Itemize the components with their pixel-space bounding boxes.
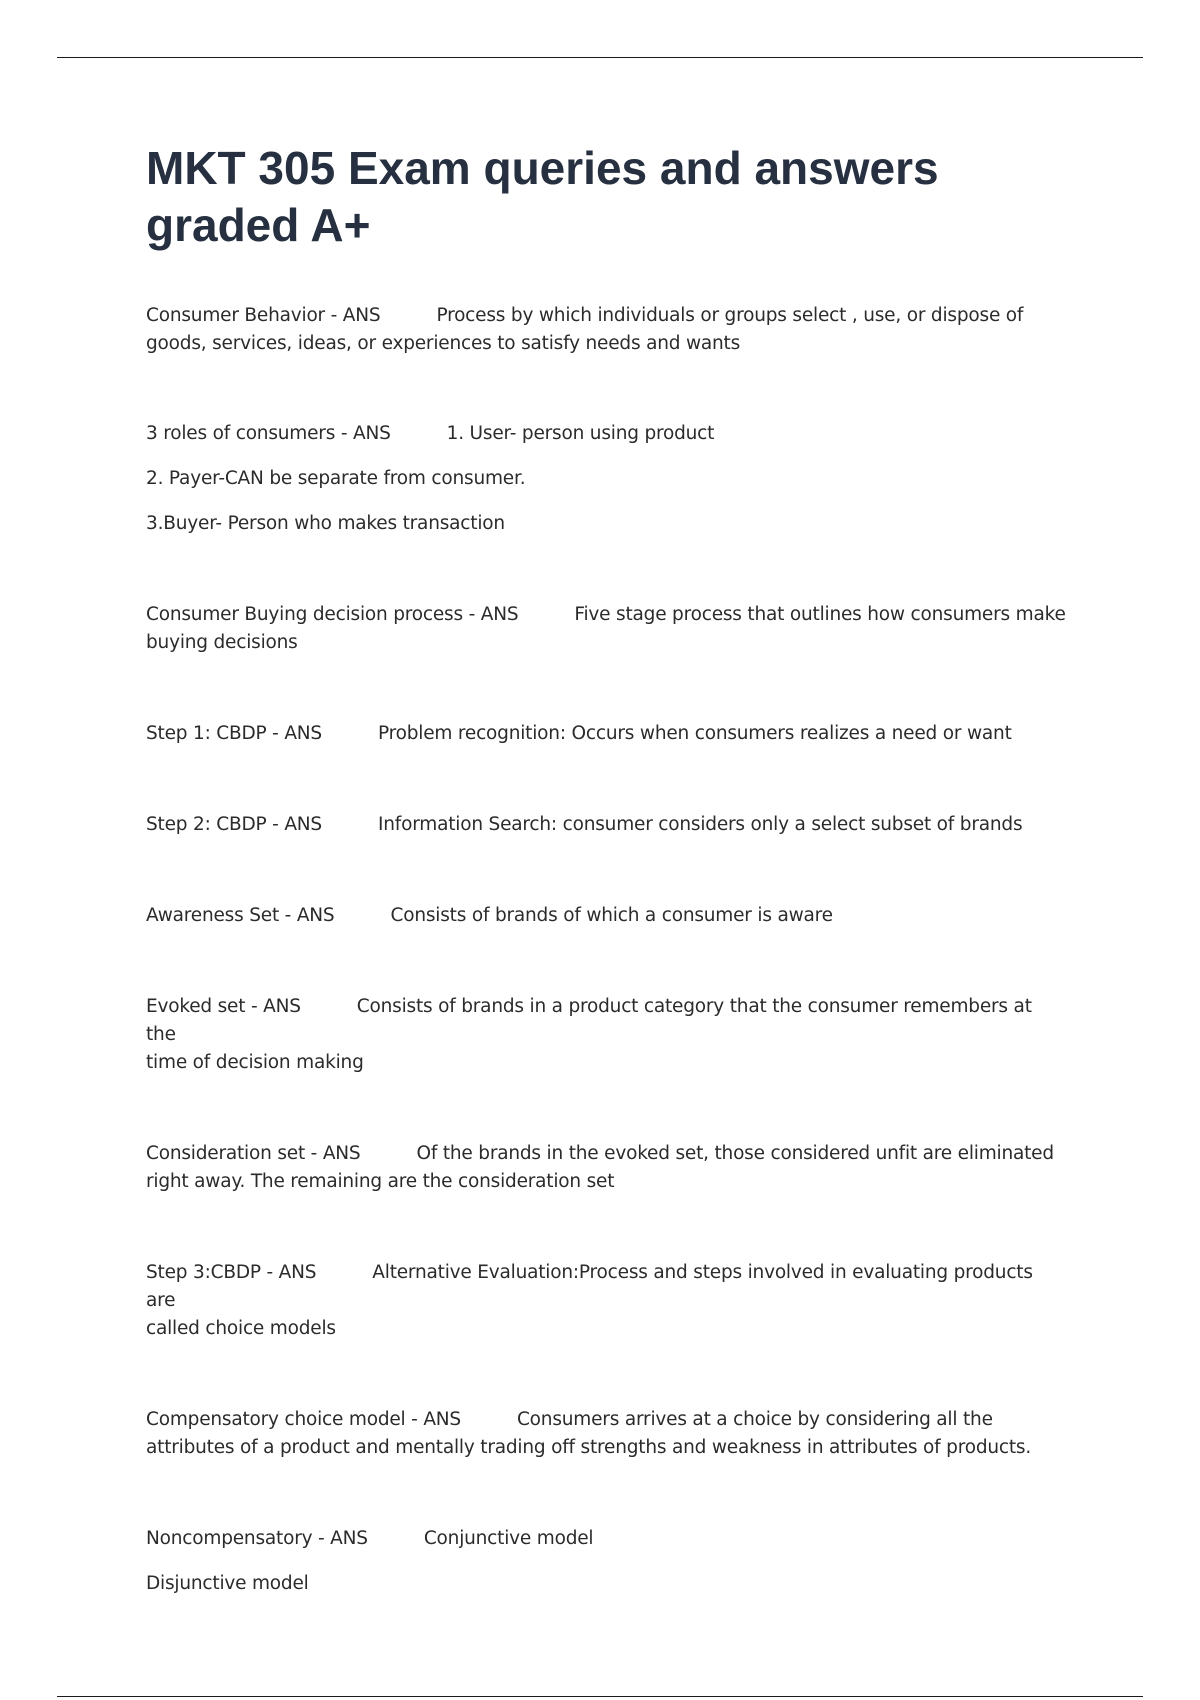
qa-line: [146, 1140, 1066, 1168]
qa-term: Awareness Set - ANS: [146, 905, 335, 926]
qa-term: Evoked set - ANS: [146, 996, 301, 1017]
qa-entry: [146, 1525, 1066, 1598]
qa-definition: Problem recognition: Occurs when consumers realizes a need or want: [377, 723, 1012, 744]
qa-extra-line: 2. Payer-CAN be separate from consumer.: [146, 468, 526, 489]
qa-continuation: called choice models: [146, 1318, 336, 1339]
qa-definition: Five stage process that outlines how consumers make: [574, 604, 1066, 625]
qa-line: [146, 902, 1066, 930]
qa-entry: [146, 302, 1066, 358]
qa-continuation: right away. The remaining are the consideration set: [146, 1171, 615, 1192]
qa-entry: [146, 601, 1066, 657]
qa-term: Consumer Behavior - ANS: [146, 305, 381, 326]
qa-line: [146, 302, 1066, 330]
qa-definition: Consists of brands in a product category that the consumer remembers at the: [146, 996, 1032, 1045]
qa-entry: [146, 1259, 1066, 1343]
qa-line: [146, 601, 1066, 629]
qa-continuation: attributes of a product and mentally trading off strengths and weakness in attributes of products.: [146, 1437, 1032, 1458]
qa-term: 3 roles of consumers - ANS: [146, 423, 391, 444]
qa-definition: Consumers arrives at a choice by considering all the: [516, 1409, 993, 1430]
qa-continuation: time of decision making: [146, 1052, 364, 1073]
qa-definition: Conjunctive model: [423, 1528, 594, 1549]
qa-continuation: goods, services, ideas, or experiences to satisfy needs and wants: [146, 333, 741, 354]
header-rule: [57, 57, 1143, 58]
document-body: [146, 140, 1066, 1598]
qa-definition: Information Search: consumer considers only a select subset of brands: [377, 814, 1023, 835]
qa-entry: [146, 1140, 1066, 1196]
document-title: MKT 305 Exam queries and answers graded A+: [146, 142, 939, 251]
qa-entry: [146, 993, 1066, 1077]
qa-definition: 1. User- person using product: [446, 423, 715, 444]
qa-entry: [146, 811, 1066, 839]
qa-definition: Consists of brands of which a consumer is aware: [390, 905, 833, 926]
qa-definition: Process by which individuals or groups select , use, or dispose of: [436, 305, 1024, 326]
qa-entry: [146, 720, 1066, 748]
qa-term: Consumer Buying decision process - ANS: [146, 604, 519, 625]
qa-entry: [146, 902, 1066, 930]
qa-extra-line: Disjunctive model: [146, 1573, 309, 1594]
qa-line: [146, 811, 1066, 839]
qa-entry: [146, 420, 1066, 538]
qa-continuation: buying decisions: [146, 632, 298, 653]
qa-definition: Of the brands in the evoked set, those considered unfit are eliminated: [416, 1143, 1054, 1164]
qa-line: [146, 420, 1066, 448]
qa-line: [146, 993, 1066, 1049]
qa-line: [146, 1259, 1066, 1315]
qa-definition: Alternative Evaluation:Process and steps involved in evaluating products are: [146, 1262, 1033, 1311]
qa-term: Compensatory choice model - ANS: [146, 1409, 461, 1430]
qa-term: Consideration set - ANS: [146, 1143, 361, 1164]
qa-term: Step 1: CBDP - ANS: [146, 723, 322, 744]
qa-extra-line: 3.Buyer- Person who makes transaction: [146, 513, 505, 534]
qa-entry: [146, 1406, 1066, 1462]
qa-term: Noncompensatory - ANS: [146, 1528, 368, 1549]
qa-line: [146, 1406, 1066, 1434]
qa-term: Step 2: CBDP - ANS: [146, 814, 322, 835]
qa-term: Step 3:CBDP - ANS: [146, 1262, 317, 1283]
qa-line: [146, 720, 1066, 748]
footer-rule: [57, 1696, 1143, 1697]
qa-line: [146, 1525, 1066, 1553]
